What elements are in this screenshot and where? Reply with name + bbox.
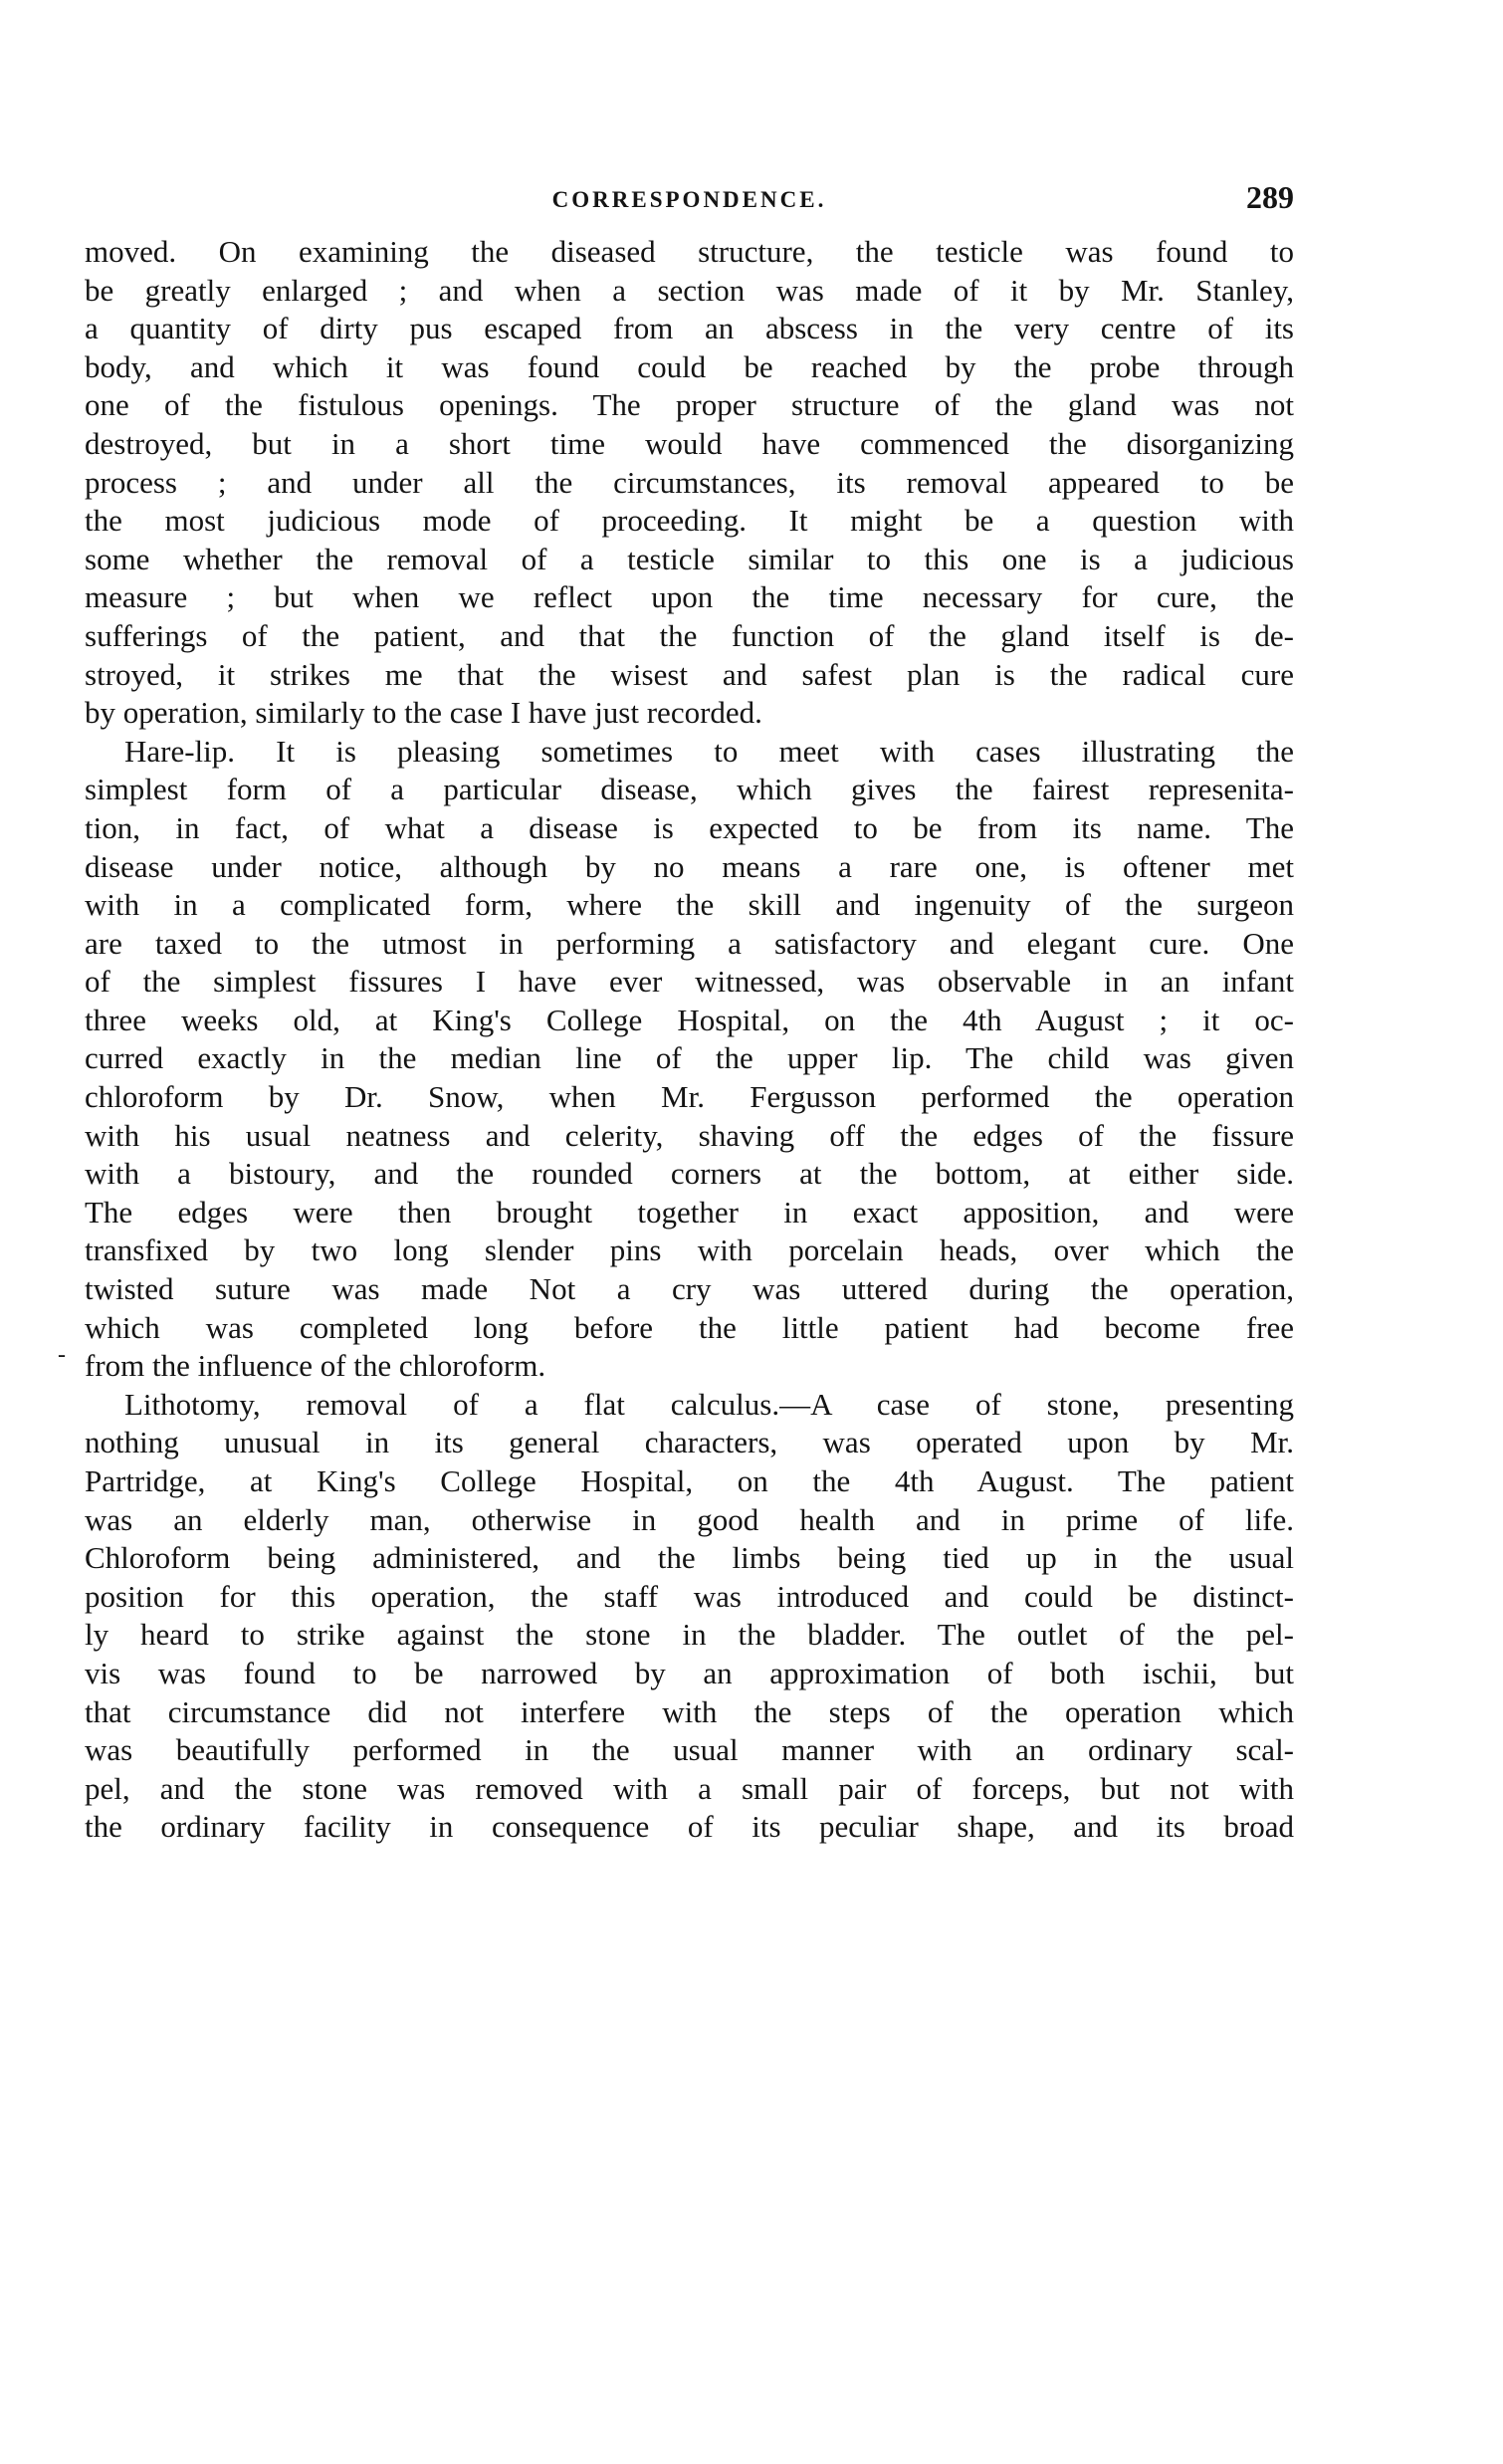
text-line: sufferings of the patient, and that the function of the gland itself is de- (85, 617, 1294, 653)
body-text (85, 233, 1294, 1847)
page-header (85, 179, 1294, 219)
text-line: The edges were then brought together in exact apposition, and were (85, 1194, 1294, 1230)
text-line: three weeks old, at King's College Hospital, on the 4th August ; it oc- (85, 1002, 1294, 1037)
page-number: 289 (1246, 179, 1294, 215)
margin-mark: - (58, 1342, 66, 1368)
text-line: disease under notice, although by no means a rare one, is oftener met (85, 848, 1294, 884)
text-line: ly heard to strike against the stone in the bladder. The outlet of the pel- (85, 1617, 1294, 1653)
text-line: was an elderly man, otherwise in good health and in prime of life. (85, 1501, 1294, 1537)
text-line: that circumstance did not interfere with the steps of the operation which (85, 1693, 1294, 1729)
text-line: position for this operation, the staff was introduced and could be distinct- (85, 1578, 1294, 1614)
text-line: be greatly enlarged ; and when a section was made of it by Mr. Stanley, (85, 272, 1294, 308)
text-line: Lithotomy, removal of a flat calculus.—A case of stone, presenting (124, 1386, 1294, 1422)
text-line: a quantity of dirty pus escaped from an abscess in the very centre of its (85, 311, 1294, 346)
text-line: moved. On examining the diseased structure, the testicle was found to (85, 234, 1294, 269)
text-line: by operation, similarly to the case I have just recorded. (85, 695, 762, 731)
text-line: Partridge, at King's College Hospital, on the 4th August. The patient (85, 1463, 1294, 1498)
text-line: Hare-lip. It is pleasing sometimes to meet with cases illustrating the (124, 733, 1294, 769)
text-line: twisted suture was made Not a cry was uttered during the operation, (85, 1271, 1294, 1307)
text-line: destroyed, but in a short time would have commenced the disorganizing (85, 425, 1294, 461)
text-line: Chloroform being administered, and the limbs being tied up in the usual (85, 1540, 1294, 1576)
text-line: tion, in fact, of what a disease is expected to be from its name. The (85, 809, 1294, 845)
text-line: vis was found to be narrowed by an approximation of both ischii, but (85, 1655, 1294, 1690)
text-line: from the influence of the chloroform. (85, 1348, 546, 1384)
text-line: of the simplest fissures I have ever witnessed, was observable in an infant (85, 964, 1294, 1000)
text-line: was beautifully performed in the usual manner with an ordinary scal- (85, 1732, 1294, 1768)
text-line: pel, and the stone was removed with a small pair of forceps, but not with (85, 1770, 1294, 1806)
text-line: the most judicious mode of proceeding. It might be a question with (85, 503, 1294, 539)
text-line: with his usual neatness and celerity, shaving off the edges of the fissure (85, 1117, 1294, 1153)
text-line: are taxed to the utmost in performing a satisfactory and elegant cure. One (85, 925, 1294, 961)
text-line: process ; and under all the circumstances, its removal appeared to be (85, 464, 1294, 500)
text-line: chloroform by Dr. Snow, when Mr. Fergusson performed the operation (85, 1079, 1294, 1115)
text-line: measure ; but when we reflect upon the time necessary for cure, the (85, 579, 1294, 615)
text-line: which was completed long before the little patient had become free (85, 1309, 1294, 1345)
text-line: one of the fistulous openings. The proper structure of the gland was not (85, 387, 1294, 423)
text-line: some whether the removal of a testicle similar to this one is a judicious (85, 541, 1294, 576)
text-line: body, and which it was found could be reached by the probe through (85, 348, 1294, 384)
running-head: CORRESPONDENCE. (551, 187, 827, 212)
text-line: simplest form of a particular disease, which gives the fairest represenita- (85, 772, 1294, 807)
text-line: transfixed by two long slender pins with porcelain heads, over which the (85, 1232, 1294, 1268)
text-line: curred exactly in the median line of the upper lip. The child was given (85, 1040, 1294, 1076)
text-line: the ordinary facility in consequence of its peculiar shape, and its broad (85, 1809, 1294, 1845)
text-line: with in a complicated form, where the skill and ingenuity of the surgeon (85, 887, 1294, 923)
text-line: nothing unusual in its general characters, was operated upon by Mr. (85, 1425, 1294, 1460)
text-line: with a bistoury, and the rounded corners at the bottom, at either side. (85, 1156, 1294, 1192)
text-line: stroyed, it strikes me that the wisest and safest plan is the radical cure (85, 656, 1294, 692)
